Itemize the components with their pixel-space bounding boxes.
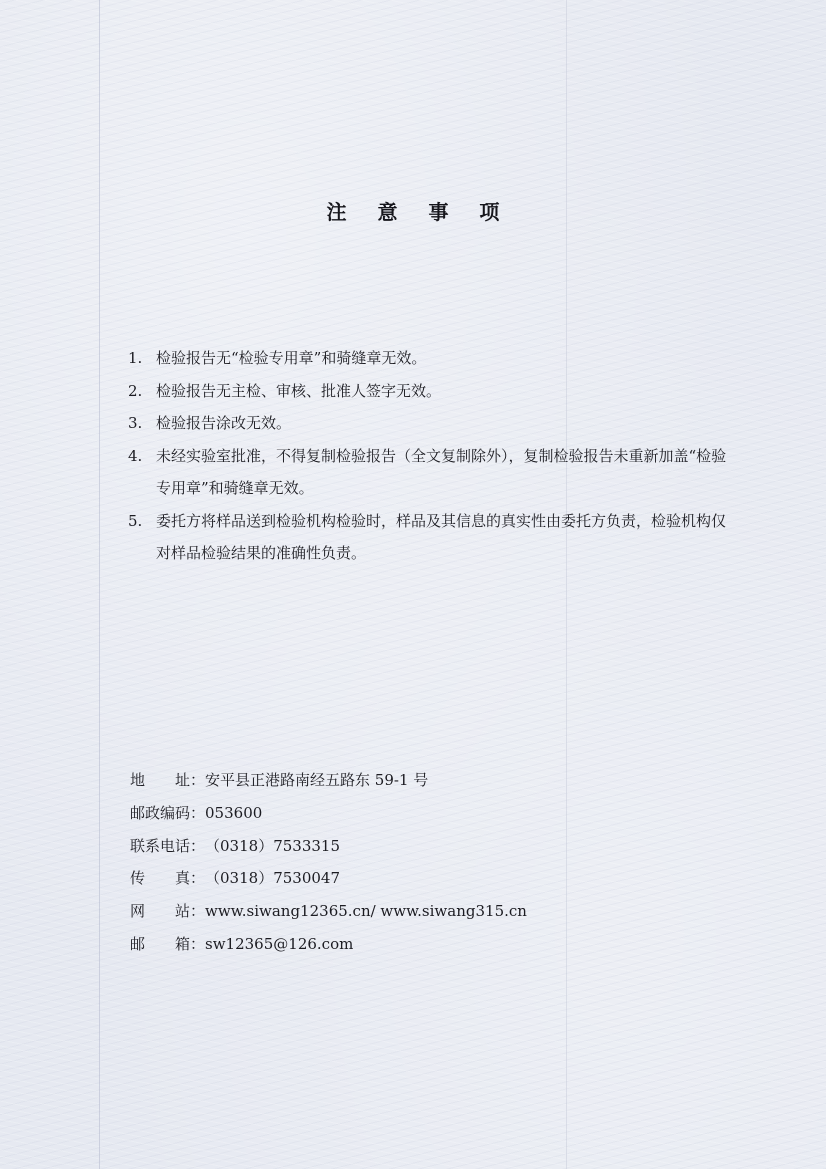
fax-label: 传 真：: [130, 869, 206, 888]
fold-line-right: [566, 0, 567, 1169]
contact-email-row: [130, 928, 690, 961]
notice-number: 1.: [128, 349, 143, 367]
notice-number: 2.: [128, 381, 143, 400]
notice-item-2: [128, 375, 728, 408]
phone-label: 联系电话：: [130, 836, 206, 855]
email-value: sw12365@126.com: [205, 934, 354, 953]
notice-text: 未经实验室批准，不得复制检验报告（全文复制除外），复制检验报告未重新加盖“检验专用章”和骑缝章无效。: [156, 446, 727, 497]
address-label: 地 址：: [130, 771, 206, 789]
contact-fax-row: [130, 862, 690, 895]
notice-text: 委托方将样品送到检验机构检验时，样品及其信息的真实性由委托方负责，检验机构仅对样品检验结果的准确性负责。: [156, 511, 727, 562]
page-title: 注 意 事 项: [326, 200, 512, 224]
email-label: 邮 箱：: [130, 934, 206, 953]
fax-value: （0318）7530047: [205, 869, 340, 888]
contact-postal-row: [130, 797, 690, 830]
website-value: www.siwang12365.cn/ www.siwang315.cn: [205, 902, 527, 921]
fold-line-left: [99, 0, 100, 1169]
address-value: 安平县正港路南经五路东 59-1 号: [205, 771, 429, 789]
notice-text: 检验报告涂改无效。: [156, 414, 292, 432]
notice-number: 4.: [128, 446, 143, 465]
contact-website-row: [130, 895, 690, 928]
contact-info: [130, 764, 690, 961]
notice-text: 检验报告无主检、审核、批准人签字无效。: [156, 381, 442, 400]
postal-code-value: 053600: [205, 803, 263, 822]
phone-value: （0318）7533315: [205, 836, 340, 855]
notice-item-4: [128, 440, 728, 505]
notice-number: 3.: [128, 414, 143, 432]
notice-number: 5.: [128, 511, 143, 530]
contact-phone-row: [130, 830, 690, 863]
website-label: 网 站：: [130, 902, 206, 921]
notice-item-3: [128, 407, 728, 440]
notice-text: 检验报告无“检验专用章”和骑缝章无效。: [156, 349, 427, 367]
postal-code-label: 邮政编码：: [130, 803, 206, 822]
notice-list: [128, 342, 728, 570]
notice-item-5: [128, 505, 728, 570]
notice-item-1: [128, 342, 728, 375]
contact-address-row: [130, 764, 690, 797]
